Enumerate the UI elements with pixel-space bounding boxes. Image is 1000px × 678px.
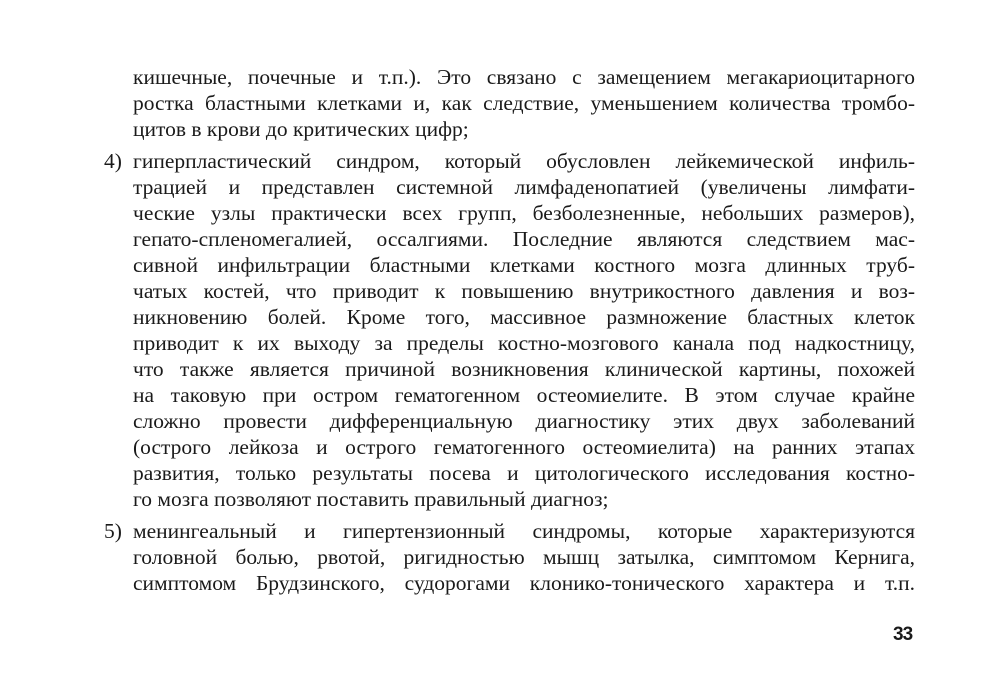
item-4-line-11: сложно провести дифференциальную диагностику этих двух заболеваний (133, 409, 915, 433)
page-number: 33 (893, 624, 913, 645)
list-item-number-4: 4) (104, 149, 122, 173)
item-4-line-12: (острого лейкоза и острого гематогенного остеомиелита) на ранних этапах (133, 435, 915, 459)
item-4-line-14: го мозга позволяют поставить правильный диагноз; (133, 487, 609, 511)
item-4-line-4: гепато-спленомегалией, оссалгиями. Последние являются следствием мас- (133, 227, 915, 251)
item-4-line-6: чатых костей, что приводит к повышению внутрикостного давления и воз- (133, 279, 915, 303)
continuation-line-3: цитов в крови до критических цифр; (133, 117, 469, 141)
list-item-number-5: 5) (104, 519, 122, 543)
item-4-line-1: гиперпластический синдром, который обусловлен лейкемической инфиль- (133, 149, 915, 173)
item-4-line-3: ческие узлы практически всех групп, безболезненные, небольших размеров), (133, 201, 915, 225)
item-4-line-9: что также является причиной возникновения клинической картины, похожей (133, 357, 915, 381)
continuation-line-2: ростка бластными клетками и, как следствие, уменьшением количества тромбо- (133, 91, 915, 115)
item-4-line-7: никновению болей. Кроме того, массивное размножение бластных клеток (133, 305, 915, 329)
item-5-line-3: симптомом Брудзинского, судорогами клонико-тонического характера и т.п. (133, 571, 915, 595)
continuation-line-1: кишечные, почечные и т.п.). Это связано с замещением мегакариоцитарного (133, 65, 915, 89)
item-4-line-10: на таковую при остром гематогенном остеомиелите. В этом случае крайне (133, 383, 915, 407)
item-5-line-2: головной болью, рвотой, ригидностью мышц затылка, симптомом Кернига, (133, 545, 915, 569)
item-4-line-5: сивной инфильтрации бластными клетками костного мозга длинных труб- (133, 253, 915, 277)
item-5-line-1: менингеальный и гипертензионный синдромы, которые характеризуются (133, 519, 915, 543)
item-4-line-13: развития, только результаты посева и цитологического исследования костно- (133, 461, 915, 485)
item-4-line-8: приводит к их выходу за пределы костно-мозгового канала под надкостницу, (133, 331, 915, 355)
item-4-line-2: трацией и представлен системной лимфаденопатией (увеличены лимфати- (133, 175, 915, 199)
